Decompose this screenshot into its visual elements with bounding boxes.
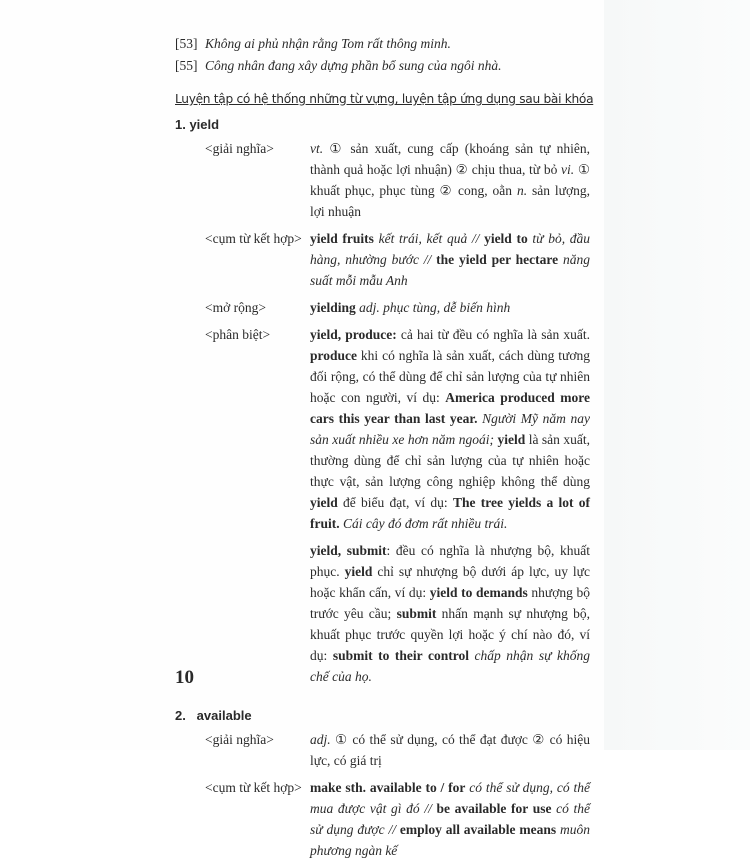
entry-definition	[310, 729, 590, 777]
entry-row	[175, 228, 595, 297]
entry-definition	[310, 324, 590, 693]
definition-paragraph	[310, 540, 590, 687]
entry-label: <giải nghĩa>	[205, 141, 274, 156]
example-line: [53] Không ai phủ nhận rằng Tom rất thông minh.	[175, 36, 451, 51]
text-segment: là sản xuất, thường dùng để chỉ sản lượng của tự nhiên hoặc thực vật, sản lượng công nghiệp không thể dùng	[310, 432, 590, 489]
entry-definition	[310, 777, 590, 867]
entry-definition	[310, 297, 590, 324]
text-segment: yield	[310, 495, 338, 510]
text-segment: cả hai từ đều có nghĩa là sản xuất.	[396, 327, 590, 342]
text-segment: : đều có nghĩa là nhượng bộ, khuất phục.	[310, 543, 591, 579]
text-segment: yield to	[484, 231, 528, 246]
entry-label: <phân biệt>	[205, 327, 271, 342]
text-segment: make sth. available to / for	[310, 780, 466, 795]
entry-label: <mở rộng>	[205, 300, 266, 315]
text-segment: yield to demands	[429, 585, 528, 600]
entry-label: <cụm từ kết hợp>	[205, 780, 302, 795]
section-title: Luyện tập có hệ thống những từ vựng, luyện tập ứng dụng sau bài khóa	[175, 92, 594, 106]
example-line: [55] Công nhân đang xây dựng phần bổ sung của ngôi nhà.	[175, 58, 502, 73]
entry-definition	[310, 228, 590, 297]
text-segment: khi có nghĩa là sản xuất, cách dùng tương đối rộng, có thể dùng để chỉ sản lượng của tự nhiên hoặc con người, ví dụ:	[310, 348, 590, 405]
entry-row	[175, 138, 595, 228]
text-segment: the yield per hectare	[436, 252, 559, 267]
text-segment: employ all available means	[399, 822, 557, 837]
text-segment: nhấn mạnh sự nhượng bộ, khuất phục trước quyền lợi hoặc ý chí nào đó, ví dụ:	[310, 606, 591, 663]
text-segment: yield, produce:	[310, 327, 397, 342]
text-segment: vt.	[310, 141, 324, 156]
text-segment: submit	[396, 606, 437, 621]
entry-heading: 1. yield	[175, 117, 220, 132]
text-segment: produce	[310, 348, 358, 363]
text-segment: kết trái, kết quả //	[373, 231, 485, 246]
text-segment: chỉ sự nhượng bộ dưới áp lực, uy lực hoặc khẩn cấn, ví dụ:	[310, 564, 590, 600]
text-segment: có thể sử dụng, có thể mua được vật gì đó //	[310, 780, 590, 816]
definition-paragraph	[310, 228, 590, 291]
definition-paragraph	[310, 297, 590, 318]
definition-paragraph	[310, 729, 590, 771]
text-segment: yield, submit	[310, 543, 387, 558]
entry-definition	[310, 138, 590, 228]
text-segment: nhượng bộ trước yêu cầu;	[310, 585, 590, 621]
definition-paragraph	[310, 138, 590, 222]
text-segment: yield	[497, 432, 526, 447]
entry-row	[175, 297, 595, 324]
text-segment: Người Mỹ năm nay sản xuất nhiều xe hơn năm ngoái;	[310, 411, 590, 447]
page-number: 10	[175, 667, 194, 688]
text-segment: n.	[516, 183, 528, 198]
text-segment: ① khuất phục, phục tùng ② cong, oằn	[310, 162, 590, 198]
text-segment: ① sản xuất, cung cấp (khoáng sản tự nhiên, thành quả hoặc lợi nhuận) ② chịu thua, từ bỏ	[310, 141, 590, 177]
text-segment: America produced more cars this year than last year.	[310, 390, 590, 426]
text-segment: năng suất mỗi mẫu Anh	[310, 252, 590, 288]
text-segment: chấp nhận sự khống chế của họ.	[310, 648, 590, 684]
text-segment: ① có thể sử dụng, có thể đạt được ② có hiệu lực, có giá trị	[310, 732, 590, 768]
example-sentences	[175, 33, 501, 77]
entry-row	[175, 777, 595, 867]
text-segment: muôn phương ngàn kế	[310, 822, 591, 858]
text-segment: yield fruits	[310, 231, 374, 246]
entry-row	[175, 324, 595, 693]
text-segment: be available for use	[436, 801, 552, 816]
text-segment: yielding	[310, 300, 356, 315]
text-segment: để biểu đạt, ví dụ:	[337, 495, 453, 510]
text-segment: có thể sử dụng được //	[310, 801, 590, 837]
entry-label: <giải nghĩa>	[205, 732, 274, 747]
vocabulary-entries	[175, 112, 595, 867]
entry-row	[175, 729, 595, 777]
text-segment: adj.	[310, 732, 331, 747]
page-edge-shadow	[604, 0, 750, 750]
definition-paragraph	[310, 777, 590, 861]
text-segment: adj. phục tùng, dễ biến hình	[355, 300, 511, 315]
text-segment: vi.	[561, 162, 575, 177]
entry-heading: 2. available	[175, 708, 252, 723]
text-segment: từ bỏ, đầu hàng, nhường bước //	[310, 231, 590, 267]
text-segment: sản lượng, lợi nhuận	[310, 183, 590, 219]
text-segment: Cái cây đó đơm rất nhiều trái.	[339, 516, 508, 531]
text-segment: submit to their control	[332, 648, 469, 663]
entry-label: <cụm từ kết hợp>	[205, 231, 302, 246]
text-segment: The tree yields a lot of fruit.	[310, 495, 590, 531]
text-segment: yield	[344, 564, 373, 579]
definition-paragraph	[310, 324, 590, 534]
